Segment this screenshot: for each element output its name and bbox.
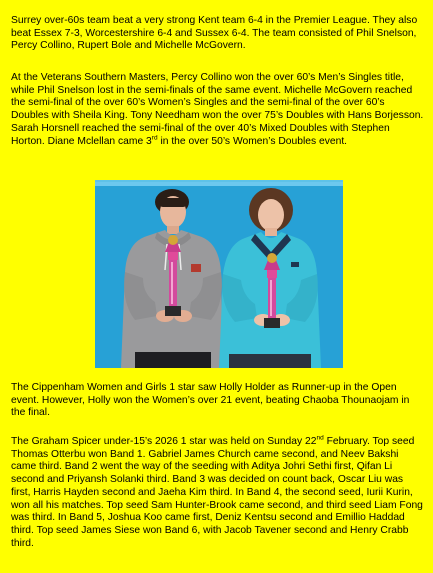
trophy-winners-photo — [95, 180, 343, 368]
paragraph-spicer-text: February. Top seed Thomas Otterbu won Band 1. Gabriel James Church came second, and Neev Bakshi came third. Band 2 went the way of the seeding with Aditya Johri Sethi first, Qifan Li second and Priyansh Solanki third. Band 3 was decided on count back, Oscar Liu was first, Harris Hayden second and Jaeha Kim third. In Band 4, the second seed, Iurii Kurin, won all his matches. Top seed Sam Hunter-Brook came second, and third seed Liam Fong was third. In Band 5, Joshua Koo came first, Deniz Kentsu second and Emillio Haddad third. Top seed James Siese won Band 6, with Jacob Tavener second and Henry Crabb third. — [11, 436, 423, 549]
paragraph-veterans-southern-masters — [11, 72, 425, 148]
paragraph-surrey-over60s: Surrey over-60s team beat a very strong Kent team 6-4 in the Premier League. They also beat Essex 7-3, Worcestershire 6-4 and Sussex 6-4. The team consisted of Phil Snelson, Percy Collino, Rupert Bole and Michelle McGovern. — [11, 15, 418, 52]
ordinal-suffix-nd: nd — [316, 434, 324, 442]
paragraph-veterans-text: At the Veterans Southern Masters, Percy Collino won the over 60’s Men’s Singles title, while Phil Snelson lost in the semi-finals of the same event. Michelle McGovern reached the semi-final of the over 60’s Women’s Singles and the semi-final of the over 60’s Doubles with Sheila King. Tony Needham won the over 75’s Doubles with Hans Borjesson. Sarah Horsnell reached the semi-final of the over 40’s Mixed Doubles with Stephen Horton. Diane Mclellan came 3 — [11, 72, 424, 147]
paragraph-spicer-head: The Graham Spicer under-15’s 2026 1 star was held on Sunday 22 — [11, 436, 317, 447]
paragraph-veterans-tail: in the over 50’s Women’s Doubles event. — [157, 135, 348, 147]
ordinal-suffix-rd: rd — [151, 134, 158, 142]
paragraph-cippenham-women-girls: The Cippenham Women and Girls 1 star saw Holly Holder as Runner-up in the Open event. However, Holly won the Women’s over 21 event, beating Chaoba Thounaojam in the final. — [11, 382, 410, 419]
paragraph-graham-spicer-under15 — [11, 436, 425, 550]
photo-illustration — [95, 182, 343, 368]
